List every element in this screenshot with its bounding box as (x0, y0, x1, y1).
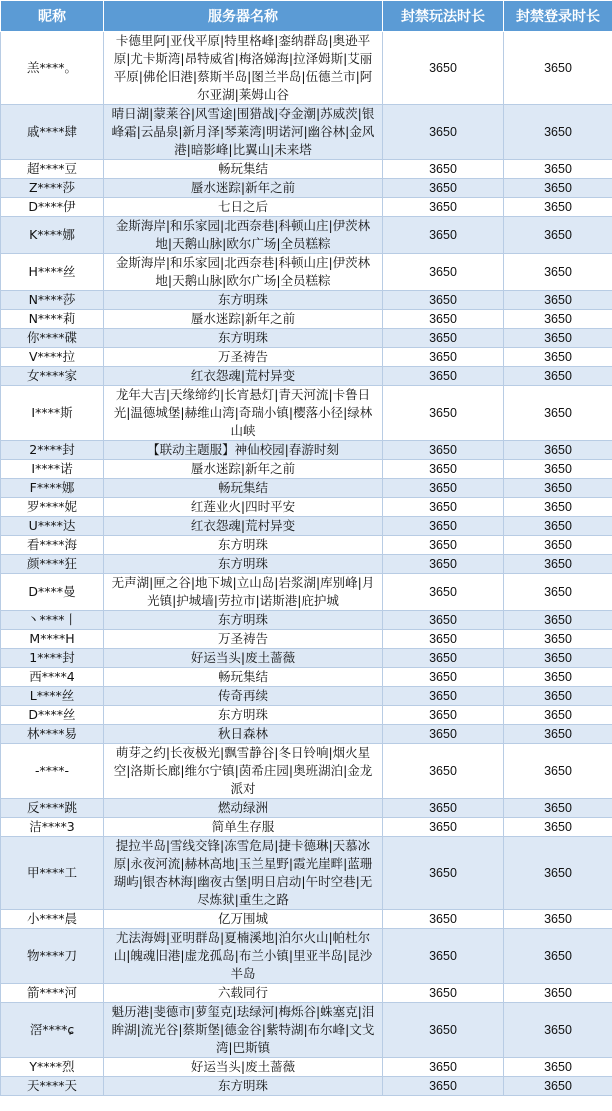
table-row (1, 799, 612, 818)
header-play-ban-duration: 封禁玩法时长 (383, 1, 504, 32)
play-ban-duration-cell: 3650 (383, 32, 504, 105)
server-name-cell: 畅玩集结 (104, 668, 383, 687)
play-ban-duration-cell: 3650 (383, 1003, 504, 1058)
play-ban-duration-cell: 3650 (383, 198, 504, 217)
login-ban-duration-cell: 3650 (504, 725, 612, 744)
nickname-cell: D****曼 (1, 574, 104, 611)
login-ban-duration-cell: 3650 (504, 460, 612, 479)
table-row (1, 818, 612, 837)
table-row (1, 329, 612, 348)
table-row (1, 725, 612, 744)
nickname-cell: I****斯 (1, 386, 104, 441)
table-row (1, 555, 612, 574)
login-ban-duration-cell: 3650 (504, 611, 612, 630)
play-ban-duration-cell: 3650 (383, 217, 504, 254)
server-name-cell: 红衣怨魂|荒村异变 (104, 517, 383, 536)
play-ban-duration-cell: 3650 (383, 574, 504, 611)
login-ban-duration-cell: 3650 (504, 649, 612, 668)
nickname-cell: 西****4 (1, 668, 104, 687)
login-ban-duration-cell: 3650 (504, 32, 612, 105)
login-ban-duration-cell: 3650 (504, 837, 612, 910)
table-row (1, 910, 612, 929)
nickname-cell: 滘****ɕ (1, 1003, 104, 1058)
login-ban-duration-cell: 3650 (504, 668, 612, 687)
nickname-cell: 1****封 (1, 649, 104, 668)
table-row (1, 744, 612, 799)
nickname-cell: 小****晨 (1, 910, 104, 929)
server-name-cell: 燃动绿洲 (104, 799, 383, 818)
nickname-cell: 天****天 (1, 1077, 104, 1096)
nickname-cell: 戚****肆 (1, 105, 104, 160)
play-ban-duration-cell: 3650 (383, 179, 504, 198)
table-row (1, 367, 612, 386)
login-ban-duration-cell: 3650 (504, 574, 612, 611)
play-ban-duration-cell: 3650 (383, 291, 504, 310)
server-name-cell: 蜃水迷踪|新年之前 (104, 310, 383, 329)
login-ban-duration-cell: 3650 (504, 367, 612, 386)
login-ban-duration-cell: 3650 (504, 348, 612, 367)
server-name-cell: 好运当头|废土蔷薇 (104, 1058, 383, 1077)
table-row (1, 668, 612, 687)
nickname-cell: M****H (1, 630, 104, 649)
login-ban-duration-cell: 3650 (504, 179, 612, 198)
play-ban-duration-cell: 3650 (383, 649, 504, 668)
play-ban-duration-cell: 3650 (383, 668, 504, 687)
login-ban-duration-cell: 3650 (504, 517, 612, 536)
server-name-cell: 东方明珠 (104, 1077, 383, 1096)
server-name-cell: 【联动主题服】神仙校园|春游时刻 (104, 441, 383, 460)
server-name-cell: 红莲业火|四时平安 (104, 498, 383, 517)
server-name-cell: 万圣祷告 (104, 630, 383, 649)
login-ban-duration-cell: 3650 (504, 329, 612, 348)
login-ban-duration-cell: 3650 (504, 1003, 612, 1058)
table-row (1, 291, 612, 310)
play-ban-duration-cell: 3650 (383, 386, 504, 441)
nickname-cell: I****诺 (1, 460, 104, 479)
server-name-cell: 秋日森林 (104, 725, 383, 744)
login-ban-duration-cell: 3650 (504, 441, 612, 460)
server-name-cell: 传奇再续 (104, 687, 383, 706)
login-ban-duration-cell: 3650 (504, 799, 612, 818)
server-name-cell: 七日之后 (104, 198, 383, 217)
login-ban-duration-cell: 3650 (504, 536, 612, 555)
table-row (1, 498, 612, 517)
login-ban-duration-cell: 3650 (504, 479, 612, 498)
login-ban-duration-cell: 3650 (504, 310, 612, 329)
nickname-cell: 女****家 (1, 367, 104, 386)
play-ban-duration-cell: 3650 (383, 329, 504, 348)
nickname-cell: Z****莎 (1, 179, 104, 198)
table-row (1, 706, 612, 725)
login-ban-duration-cell: 3650 (504, 198, 612, 217)
play-ban-duration-cell: 3650 (383, 498, 504, 517)
play-ban-duration-cell: 3650 (383, 725, 504, 744)
play-ban-duration-cell: 3650 (383, 687, 504, 706)
nickname-cell: 羔****。 (1, 32, 104, 105)
nickname-cell: H****丝 (1, 254, 104, 291)
table-row (1, 217, 612, 254)
play-ban-duration-cell: 3650 (383, 929, 504, 984)
table-row (1, 517, 612, 536)
server-name-cell: 无声湖|匣之谷|地下城|立山岛|岩浆湖|库别峰|月光镇|护城墙|劳拉市|诺斯港|庇护城 (104, 574, 383, 611)
nickname-cell: 反****跳 (1, 799, 104, 818)
login-ban-duration-cell: 3650 (504, 818, 612, 837)
table-row (1, 984, 612, 1003)
table-row (1, 611, 612, 630)
server-name-cell: 蜃水迷踪|新年之前 (104, 179, 383, 198)
table-row (1, 479, 612, 498)
server-name-cell: 东方明珠 (104, 329, 383, 348)
login-ban-duration-cell: 3650 (504, 105, 612, 160)
login-ban-duration-cell: 3650 (504, 291, 612, 310)
play-ban-duration-cell: 3650 (383, 818, 504, 837)
nickname-cell: 箭****河 (1, 984, 104, 1003)
header-server-name: 服务器名称 (104, 1, 383, 32)
play-ban-duration-cell: 3650 (383, 310, 504, 329)
login-ban-duration-cell: 3650 (504, 555, 612, 574)
table-row (1, 574, 612, 611)
play-ban-duration-cell: 3650 (383, 536, 504, 555)
table-row (1, 386, 612, 441)
login-ban-duration-cell: 3650 (504, 630, 612, 649)
nickname-cell: N****莉 (1, 310, 104, 329)
play-ban-duration-cell: 3650 (383, 1077, 504, 1096)
login-ban-duration-cell: 3650 (504, 160, 612, 179)
nickname-cell: 林****易 (1, 725, 104, 744)
nickname-cell: 颜****狂 (1, 555, 104, 574)
table-row (1, 441, 612, 460)
nickname-cell: F****娜 (1, 479, 104, 498)
table-row (1, 198, 612, 217)
login-ban-duration-cell: 3650 (504, 929, 612, 984)
play-ban-duration-cell: 3650 (383, 1058, 504, 1077)
table-row (1, 254, 612, 291)
login-ban-duration-cell: 3650 (504, 1058, 612, 1077)
table-row (1, 179, 612, 198)
nickname-cell: U****达 (1, 517, 104, 536)
login-ban-duration-cell: 3650 (504, 706, 612, 725)
login-ban-duration-cell: 3650 (504, 217, 612, 254)
table-row (1, 460, 612, 479)
table-row (1, 929, 612, 984)
play-ban-duration-cell: 3650 (383, 517, 504, 536)
server-name-cell: 魁历港|斐德市|萝玺克|珐绿河|梅烁谷|蛛塞克|泪眸湖|流光谷|蔡斯堡|德金谷|紫特湖|布尔峰|文戈湾|巴斯镇 (104, 1003, 383, 1058)
table-row (1, 348, 612, 367)
play-ban-duration-cell: 3650 (383, 744, 504, 799)
table-row (1, 536, 612, 555)
play-ban-duration-cell: 3650 (383, 630, 504, 649)
server-name-cell: 畅玩集结 (104, 160, 383, 179)
server-name-cell: 尤法海姆|亚明群岛|夏楠溪地|泊尔火山|帕杜尔山|魄魂旧港|虚龙孤岛|布兰小镇|里亚半岛|昆沙半岛 (104, 929, 383, 984)
table-row (1, 687, 612, 706)
server-name-cell: 卡德里阿|亚伐平原|特里格峰|銮纳群岛|奥逊平原|尤卡斯湾|昂特威省|梅洛娣海|拉泽姆斯|艾丽平原|佛伦旧港|蔡斯半岛|图兰半岛|伍德兰市|阿尔亚湖|莱姆山谷 (104, 32, 383, 105)
play-ban-duration-cell: 3650 (383, 611, 504, 630)
server-name-cell: 萌芽之约|长夜极光|飘雪静谷|冬日铃响|烟火星空|洛斯长廊|维尔宁镇|茵希庄园|奥班湖泊|金龙派对 (104, 744, 383, 799)
play-ban-duration-cell: 3650 (383, 555, 504, 574)
table-row (1, 105, 612, 160)
server-name-cell: 东方明珠 (104, 536, 383, 555)
nickname-cell: N****莎 (1, 291, 104, 310)
server-name-cell: 龙年大吉|天缘缔约|长宵悬灯|青天河流|卡鲁日光|温德城堡|赫维山湾|奇瑞小镇|樱落小径|绿林山峡 (104, 386, 383, 441)
login-ban-duration-cell: 3650 (504, 984, 612, 1003)
play-ban-duration-cell: 3650 (383, 910, 504, 929)
server-name-cell: 六载同行 (104, 984, 383, 1003)
nickname-cell: 物****刀 (1, 929, 104, 984)
header-login-ban-duration: 封禁登录时长 (504, 1, 612, 32)
play-ban-duration-cell: 3650 (383, 799, 504, 818)
login-ban-duration-cell: 3650 (504, 1077, 612, 1096)
table-row (1, 1003, 612, 1058)
nickname-cell: 甲****工 (1, 837, 104, 910)
play-ban-duration-cell: 3650 (383, 160, 504, 179)
table-row (1, 630, 612, 649)
table-row (1, 160, 612, 179)
table-body (1, 32, 612, 1096)
table-row (1, 649, 612, 668)
nickname-cell: 超****豆 (1, 160, 104, 179)
table-row (1, 837, 612, 910)
nickname-cell: Y****烈 (1, 1058, 104, 1077)
table-row (1, 310, 612, 329)
header-row (1, 1, 612, 32)
play-ban-duration-cell: 3650 (383, 837, 504, 910)
nickname-cell: K****娜 (1, 217, 104, 254)
nickname-cell: D****伊 (1, 198, 104, 217)
play-ban-duration-cell: 3650 (383, 105, 504, 160)
nickname-cell: D****丝 (1, 706, 104, 725)
login-ban-duration-cell: 3650 (504, 687, 612, 706)
play-ban-duration-cell: 3650 (383, 441, 504, 460)
table-row (1, 1058, 612, 1077)
nickname-cell: 你****碟 (1, 329, 104, 348)
play-ban-duration-cell: 3650 (383, 367, 504, 386)
header-nickname: 昵称 (1, 1, 104, 32)
server-name-cell: 简单生存服 (104, 818, 383, 837)
play-ban-duration-cell: 3650 (383, 984, 504, 1003)
play-ban-duration-cell: 3650 (383, 460, 504, 479)
nickname-cell: V****拉 (1, 348, 104, 367)
server-name-cell: 畅玩集结 (104, 479, 383, 498)
server-name-cell: 东方明珠 (104, 291, 383, 310)
nickname-cell: 2****封 (1, 441, 104, 460)
login-ban-duration-cell: 3650 (504, 254, 612, 291)
table-row (1, 32, 612, 105)
server-name-cell: 万圣祷告 (104, 348, 383, 367)
login-ban-duration-cell: 3650 (504, 498, 612, 517)
server-name-cell: 东方明珠 (104, 706, 383, 725)
play-ban-duration-cell: 3650 (383, 706, 504, 725)
nickname-cell: -****- (1, 744, 104, 799)
play-ban-duration-cell: 3650 (383, 348, 504, 367)
login-ban-duration-cell: 3650 (504, 744, 612, 799)
server-name-cell: 红衣怨魂|荒村异变 (104, 367, 383, 386)
nickname-cell: 罗****妮 (1, 498, 104, 517)
server-name-cell: 东方明珠 (104, 611, 383, 630)
server-name-cell: 提拉半岛|雪线交锋|冻雪危局|捷卡德琳|天慕冰原|永夜河流|赫林高地|玉兰星野|霞光崖畔|蓝珊瑚屿|银杏林海|幽夜古堡|明日启动|午时空巷|无尽炼狱|重生之路 (104, 837, 383, 910)
play-ban-duration-cell: 3650 (383, 254, 504, 291)
server-name-cell: 亿万围城 (104, 910, 383, 929)
login-ban-duration-cell: 3650 (504, 910, 612, 929)
server-name-cell: 好运当头|废土蔷薇 (104, 649, 383, 668)
login-ban-duration-cell: 3650 (504, 386, 612, 441)
table-row (1, 1077, 612, 1096)
nickname-cell: 看****海 (1, 536, 104, 555)
play-ban-duration-cell: 3650 (383, 479, 504, 498)
server-name-cell: 蜃水迷踪|新年之前 (104, 460, 383, 479)
server-name-cell: 金斯海岸|和乐家园|北西奈巷|科顿山庄|伊茨林地|天鹅山脉|欧尔广场|全员糕粽 (104, 217, 383, 254)
server-name-cell: 东方明珠 (104, 555, 383, 574)
server-name-cell: 晴日湖|蒙莱谷|风雪途|围猎战|夺金潮|苏威茨|银峰霜|云晶泉|新月泽|琴莱湾|明诺河|幽谷林|金风港|暗影峰|比翼山|未来塔 (104, 105, 383, 160)
nickname-cell: L****丝 (1, 687, 104, 706)
nickname-cell: 丶****丨 (1, 611, 104, 630)
server-name-cell: 金斯海岸|和乐家园|北西奈巷|科顿山庄|伊茨林地|天鹅山脉|欧尔广场|全员糕粽 (104, 254, 383, 291)
nickname-cell: 洁****3 (1, 818, 104, 837)
